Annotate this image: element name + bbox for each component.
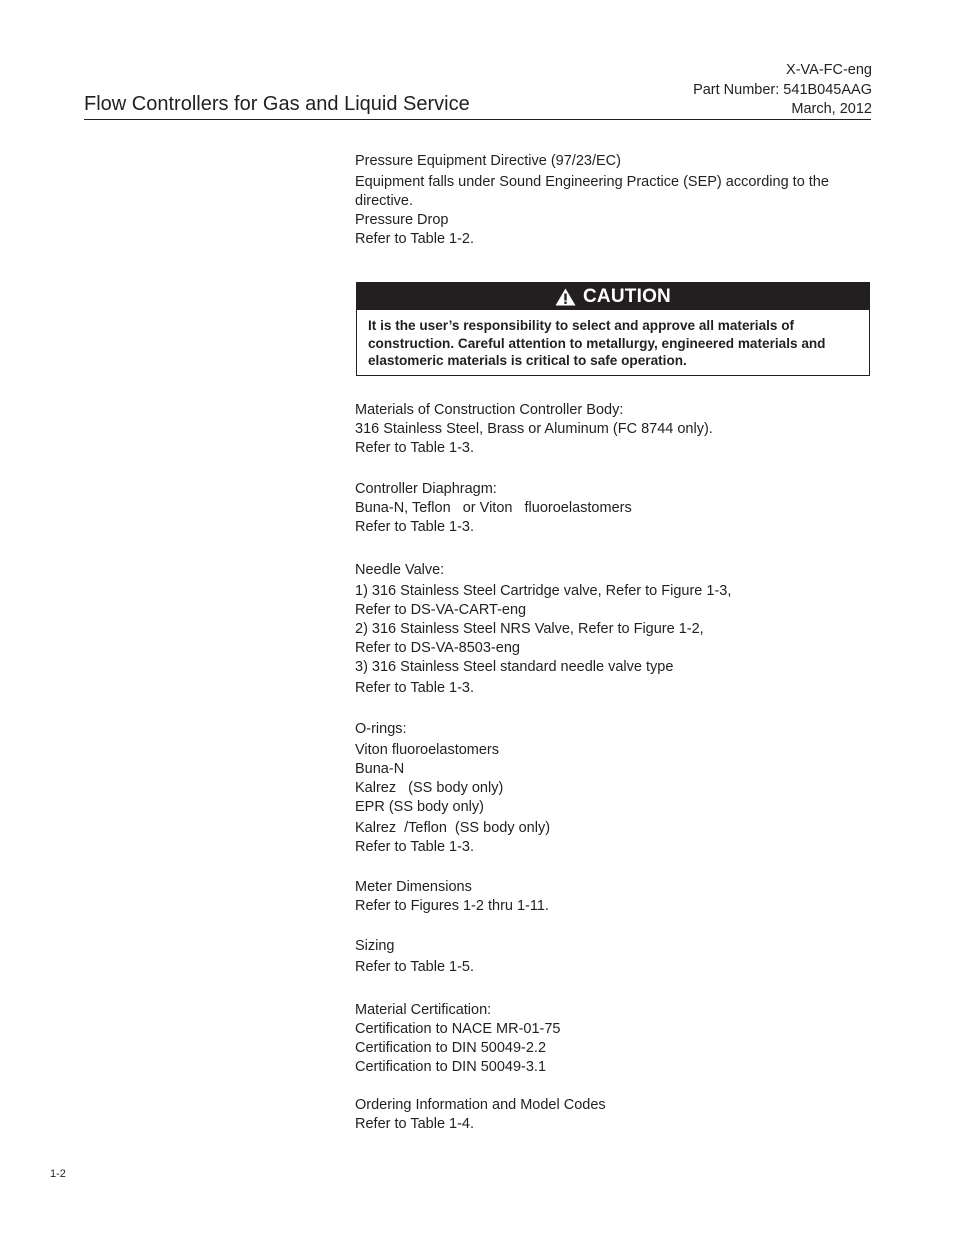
o-rings-ref: Refer to Table 1-3. (355, 838, 475, 855)
sizing-ref: Refer to Table 1-5. (355, 958, 475, 975)
diaphragm-text: Buna-N, Teflon or Viton fluoroelastomers (355, 499, 632, 516)
certification-section (355, 1001, 870, 1077)
ordering-section (355, 1096, 870, 1134)
o-ring-item: Viton fluoroelastomers (355, 741, 500, 758)
ped-text: Equipment falls under Sound Engineering Practice (SEP) according to the directive. (355, 174, 829, 209)
needle-valve-ref: Refer to Table 1-3. (355, 679, 475, 696)
dimensions-heading: Meter Dimensions (355, 878, 472, 895)
diaphragm-heading: Controller Diaphragm: (355, 480, 497, 497)
o-ring-item: EPR (SS body only) (355, 798, 484, 815)
ped-section (355, 152, 870, 249)
sizing-heading: Sizing (355, 937, 395, 954)
certification-item: Certification to NACE MR-01-75 (355, 1020, 561, 1037)
o-rings-section (355, 720, 870, 857)
document-meta (693, 61, 872, 120)
page-number: 1-2 (50, 1168, 66, 1180)
part-number: Part Number: 541B045AAG (693, 81, 872, 98)
diaphragm-ref: Refer to Table 1-3. (355, 518, 475, 535)
pressure-drop-ref: Refer to Table 1-2. (355, 231, 475, 247)
ordering-heading: Ordering Information and Model Codes (355, 1096, 606, 1113)
document-code: X-VA-FC-eng (786, 62, 872, 78)
o-ring-item: Kalrez /Teflon (SS body only) (355, 819, 551, 836)
o-ring-item: Kalrez (SS body only) (355, 779, 504, 796)
document-date: March, 2012 (791, 101, 872, 117)
needle-valve-item: Refer to DS-VA-8503-eng (355, 639, 520, 656)
certification-item: Certification to DIN 50049-2.2 (355, 1039, 547, 1056)
needle-valve-section (355, 561, 870, 698)
certification-heading: Material Certification: (355, 1001, 492, 1018)
caution-text: It is the user’s responsibility to select and approve all materials of construction. Careful attention to metallurgy, engineered materials and elastomeric materials is critical to safe operation. (368, 318, 826, 368)
caution-label: CAUTION (583, 286, 671, 307)
pressure-drop-heading: Pressure Drop (355, 212, 449, 228)
ped-heading: Pressure Equipment Directive (97/23/EC) (355, 153, 621, 169)
body-materials-ref: Refer to Table 1-3. (355, 439, 475, 456)
body-materials-heading: Materials of Construction Controller Body: (355, 401, 624, 418)
document-title: Flow Controllers for Gas and Liquid Service (84, 93, 470, 115)
needle-valve-item: 1) 316 Stainless Steel Cartridge valve, Refer to Figure 1-3, (355, 582, 732, 599)
warning-triangle-icon (555, 288, 576, 306)
diaphragm-section (355, 480, 870, 537)
sizing-section (355, 937, 870, 977)
caution-box (356, 282, 870, 376)
certification-item: Certification to DIN 50049-3.1 (355, 1058, 547, 1075)
body-materials-text: 316 Stainless Steel, Brass or Aluminum (FC 8744 only). (355, 420, 713, 437)
dimensions-ref: Refer to Figures 1-2 thru 1-11. (355, 897, 549, 914)
dimensions-section (355, 878, 870, 916)
needle-valve-heading: Needle Valve: (355, 561, 445, 578)
needle-valve-item: 2) 316 Stainless Steel NRS Valve, Refer to Figure 1-2, (355, 620, 704, 637)
header-divider (84, 119, 871, 120)
needle-valve-item: Refer to DS-VA-CART-eng (355, 601, 527, 618)
body-materials-section (355, 401, 870, 458)
o-ring-item: Buna-N (355, 760, 405, 777)
ordering-ref: Refer to Table 1-4. (355, 1115, 475, 1132)
needle-valve-item: 3) 316 Stainless Steel standard needle valve type (355, 658, 674, 675)
o-rings-heading: O-rings: (355, 720, 407, 737)
caution-header (357, 283, 869, 310)
specifications-content (355, 152, 870, 1134)
